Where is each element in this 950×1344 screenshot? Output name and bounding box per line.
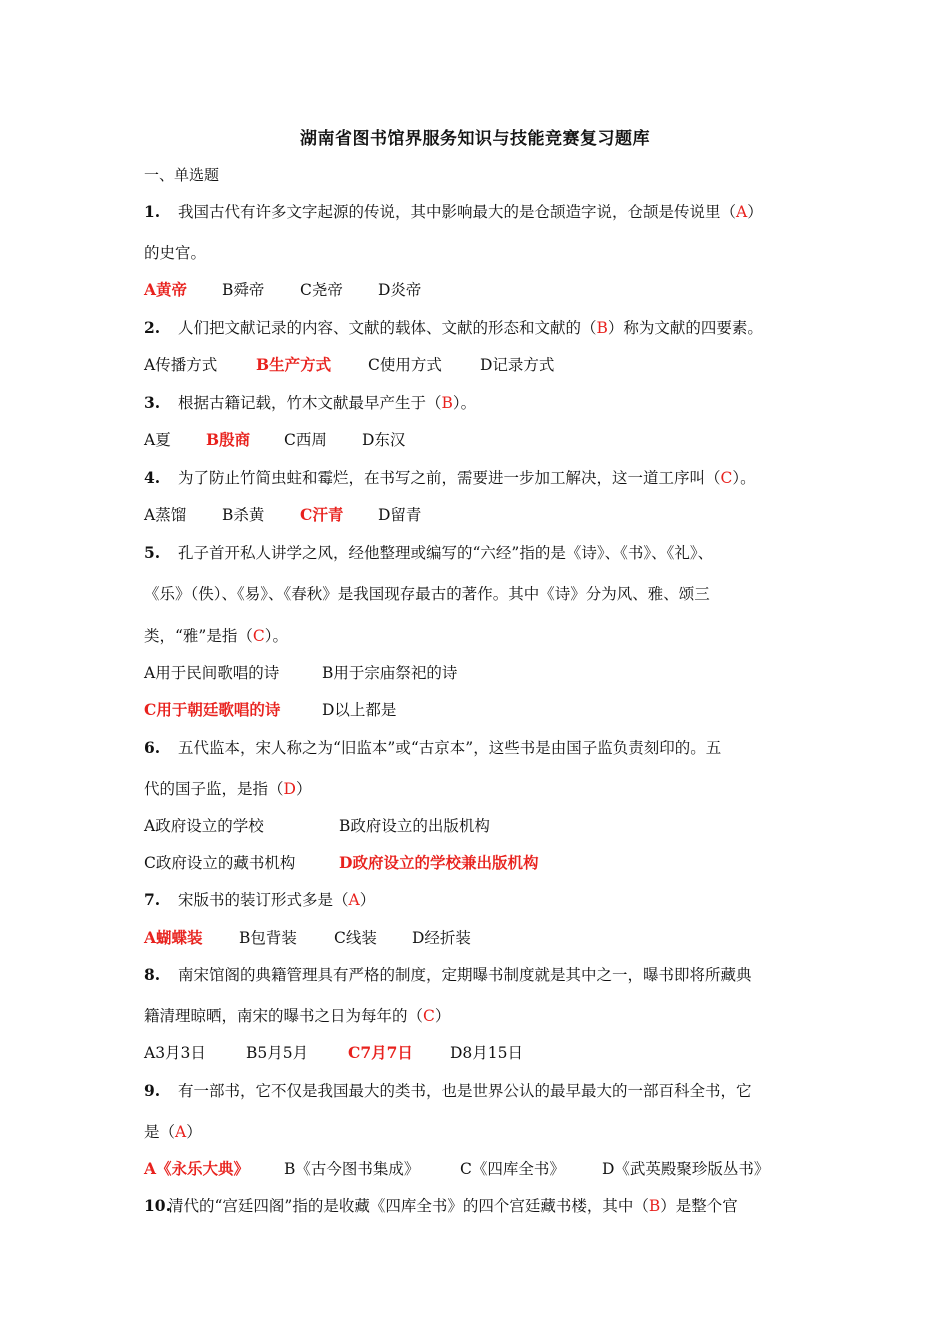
answer-letter: A [348, 891, 360, 909]
option-c: C用于朝廷歌唱的诗 [144, 700, 281, 719]
question-1 [144, 201, 814, 223]
answer-letter: D [283, 780, 296, 798]
question-4-options [144, 504, 814, 526]
question-text-end: ）称为文献的四要素。 [607, 319, 763, 337]
option-c: C7月7日 [348, 1043, 413, 1062]
option-b: B《古今图书集成》 [284, 1160, 420, 1178]
question-text-end: ） [747, 203, 763, 221]
question-6 [144, 737, 814, 759]
question-8 [144, 964, 814, 986]
question-text-end: ） [359, 891, 376, 909]
question-4 [144, 467, 814, 489]
question-text: 我国古代有许多文字起源的传说，其中影响最大的是仓颉造字说，仓颉是传说里（ [178, 203, 737, 221]
question-5-line-2: 《乐》（佚）、《易》、《春秋》是我国现存最古的著作。其中《诗》分为风、雅、颂三 [144, 585, 710, 603]
option-b: B政府设立的出版机构 [339, 817, 490, 835]
question-number: 3. [144, 393, 161, 412]
question-10 [144, 1195, 814, 1217]
option-b: B包背装 [239, 929, 297, 947]
question-number: 2. [144, 318, 161, 337]
question-text-end: ） [295, 780, 312, 798]
question-text: 五代监本，宋人称之为“旧监本”或“古京本”，这些书是由国子监负责刻印的。五 [178, 739, 722, 757]
option-d: D记录方式 [480, 356, 555, 374]
option-b: B生产方式 [256, 355, 332, 374]
option-c: C政府设立的藏书机构 [144, 854, 296, 872]
option-c: C汗青 [300, 505, 344, 524]
option-a: A黄帝 [144, 280, 188, 299]
question-9 [144, 1080, 814, 1102]
question-1-continued: 的史官。 [144, 244, 207, 262]
question-7 [144, 889, 814, 911]
question-text: 为了防止竹简虫蛀和霉烂，在书写之前，需要进一步加工解决，这一道工序叫（ [178, 469, 721, 487]
question-text: 是（ [144, 1123, 176, 1141]
question-8-line-2 [144, 1005, 814, 1027]
question-text-end: ） [186, 1123, 202, 1141]
option-d: D《武英殿聚珍版丛书》 [602, 1160, 770, 1178]
option-d: D8月15日 [450, 1044, 524, 1062]
question-text-end: ）。 [264, 627, 288, 645]
question-text-end: ） [434, 1007, 451, 1025]
answer-letter: C [252, 627, 265, 645]
question-text: 根据古籍记载，竹木文献最早产生于（ [178, 394, 442, 412]
option-c: C线装 [334, 929, 377, 947]
option-d: D东汉 [362, 431, 406, 449]
option-d: D留青 [378, 506, 422, 524]
answer-letter: A [736, 203, 748, 221]
question-2-options [144, 354, 814, 376]
question-5-options-row-1 [144, 662, 814, 684]
question-text: 南宋馆阁的典籍管理具有严格的制度，定期曝书制度就是其中之一，曝书即将所藏典 [178, 966, 752, 984]
option-b: B用于宗庙祭祀的诗 [322, 664, 458, 682]
question-9-options [144, 1158, 814, 1180]
option-c: C西周 [284, 431, 327, 449]
question-5-options-row-2 [144, 699, 814, 721]
question-number: 10. [144, 1196, 171, 1215]
question-2 [144, 317, 814, 339]
question-3 [144, 392, 814, 414]
answer-letter: A [175, 1123, 187, 1141]
option-d: D政府设立的学校兼出版机构 [339, 853, 539, 872]
option-b: B5月5月 [246, 1044, 309, 1062]
option-a: A3月3日 [144, 1044, 206, 1062]
option-a: A蒸馏 [144, 506, 187, 524]
option-a: A传播方式 [144, 356, 218, 374]
option-c: C使用方式 [368, 356, 442, 374]
question-number: 6. [144, 738, 161, 757]
question-text: 宋版书的装订形式多是（ [178, 891, 349, 909]
option-b: B舜帝 [222, 281, 265, 299]
section-heading: 一、单选题 [144, 166, 220, 184]
option-a: A夏 [144, 431, 171, 449]
option-d: D炎帝 [378, 281, 422, 299]
question-9-line-2 [144, 1121, 814, 1143]
answer-letter: B [648, 1197, 661, 1215]
question-3-options [144, 429, 814, 451]
question-text-end: ）。 [452, 394, 477, 412]
option-a: A用于民间歌唱的诗 [144, 664, 280, 682]
option-a: A《永乐大典》 [144, 1159, 250, 1178]
question-1-options [144, 279, 814, 301]
question-number: 5. [144, 543, 161, 562]
question-text: 清代的“宫廷四阁”指的是收藏《四库全书》的四个宫廷藏书楼，其中（ [168, 1197, 649, 1215]
question-number: 4. [144, 468, 161, 487]
question-text: 类，“雅”是指（ [144, 627, 253, 645]
question-number: 9. [144, 1081, 161, 1100]
option-b: B殷商 [206, 430, 251, 449]
option-a: A蝴蝶装 [144, 928, 203, 947]
answer-letter: B [441, 394, 453, 412]
option-b: B杀黄 [222, 506, 265, 524]
question-number: 8. [144, 965, 161, 984]
question-text-end: ）是整个官 [660, 1197, 738, 1215]
question-text: 籍清理晾晒，南宋的曝书之日为每年的（ [144, 1007, 424, 1025]
question-text-end: ）。 [732, 469, 756, 487]
question-6-line-2 [144, 778, 814, 800]
answer-letter: C [423, 1007, 435, 1025]
document-title: 湖南省图书馆界服务知识与技能竞赛复习题库 [300, 129, 650, 149]
option-c: C尧帝 [300, 281, 343, 299]
option-a: A政府设立的学校 [144, 817, 264, 835]
question-text: 孔子首开私人讲学之风，经他整理或编写的“六经”指的是《诗》、《书》、《礼》、 [178, 544, 714, 562]
question-number: 1. [144, 202, 161, 221]
question-5-line-3 [144, 625, 814, 647]
question-5 [144, 542, 814, 564]
question-text: 有一部书，它不仅是我国最大的类书，也是世界公认的最早最大的一部百科全书，它 [178, 1082, 752, 1100]
option-d: D以上都是 [322, 701, 397, 719]
answer-letter: B [596, 319, 608, 337]
question-7-options [144, 927, 814, 949]
option-c: C《四库全书》 [460, 1160, 565, 1178]
question-6-options-row-2 [144, 852, 814, 874]
answer-letter: C [720, 469, 733, 487]
question-number: 7. [144, 890, 161, 909]
question-8-options [144, 1042, 814, 1064]
question-6-options-row-1 [144, 815, 814, 837]
question-text: 代的国子监，是指（ [144, 780, 284, 798]
question-text: 人们把文献记录的内容、文献的载体、文献的形态和文献的（ [178, 319, 597, 337]
option-d: D经折装 [412, 929, 471, 947]
